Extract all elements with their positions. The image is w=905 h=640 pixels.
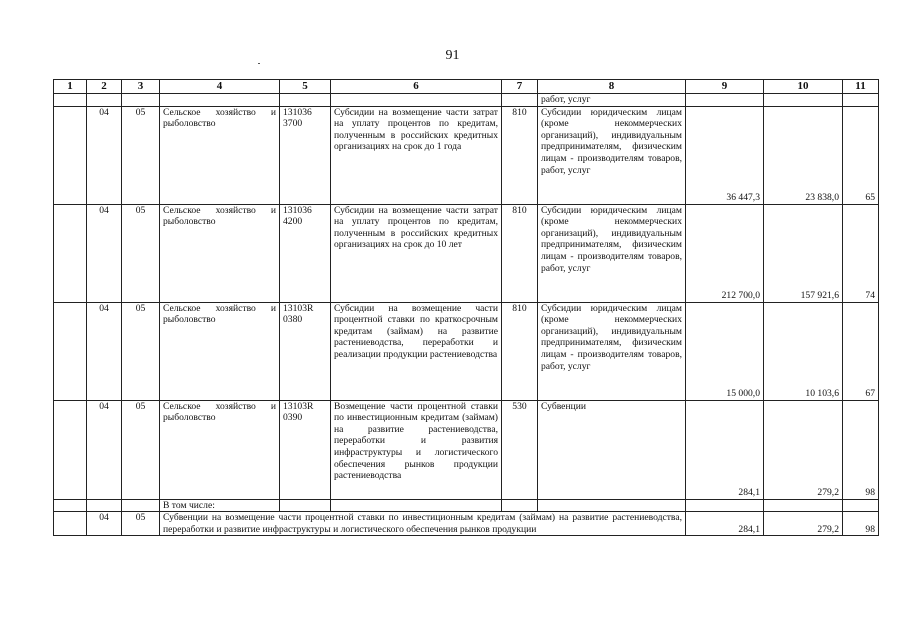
expense-type-name: Субвенции (538, 400, 686, 499)
table-row (54, 400, 879, 499)
expense-type-code: 810 (502, 302, 538, 400)
executed-amount: 279,2 (764, 400, 843, 499)
col-header-5: 5 (280, 80, 331, 94)
expense-type-name: Субсидии юридическим лицам (кроме некоммерческих организаций), индивидуальным предпринимателям, физическим лицам - производителям товаров, работ, услуг (538, 302, 686, 400)
expense-description: Субсидии на возмещение части процентной ставки по краткосрочным кредитам (займам) на развитие растениеводства, переработки и реализации продукции растениеводства (331, 302, 502, 400)
section-code: 04 (87, 204, 122, 302)
col-header-10: 10 (764, 80, 843, 94)
execution-percent: 67 (843, 302, 879, 400)
column-number-row (54, 80, 879, 94)
scan-speck (258, 63, 260, 64)
subheader-label: В том числе: (160, 499, 280, 512)
section-name: Сельское хозяйство и рыболовство (160, 204, 280, 302)
subsection-code: 05 (122, 400, 160, 499)
detail-description: Субвенции на возмещение части процентной ставки по инвестиционным кредитам (займам) на развитие растениеводства, переработки и развитие инфраструктуры и логистического обеспечения рынков продукции (160, 512, 686, 536)
col-header-6: 6 (331, 80, 502, 94)
col-header-7: 7 (502, 80, 538, 94)
executed-amount: 279,2 (764, 512, 843, 536)
detail-row (54, 512, 879, 536)
executed-amount: 157 921,6 (764, 204, 843, 302)
section-code: 04 (87, 400, 122, 499)
section-name: Сельское хозяйство и рыболовство (160, 106, 280, 204)
planned-amount: 284,1 (686, 400, 764, 499)
expense-type-code: 810 (502, 204, 538, 302)
planned-amount: 15 000,0 (686, 302, 764, 400)
target-article-code: 131036 4200 (280, 204, 331, 302)
expense-type-code: 810 (502, 106, 538, 204)
col-header-11: 11 (843, 80, 879, 94)
table-row (54, 302, 879, 400)
section-code: 04 (87, 302, 122, 400)
carry-over-text: работ, услуг (538, 94, 686, 107)
section-code: 04 (87, 106, 122, 204)
col-header-8: 8 (538, 80, 686, 94)
execution-percent: 98 (843, 400, 879, 499)
budget-table (53, 79, 879, 536)
planned-amount: 36 447,3 (686, 106, 764, 204)
carry-over-row (54, 94, 879, 107)
subsection-code: 05 (122, 512, 160, 536)
subsection-code: 05 (122, 204, 160, 302)
subsection-code: 05 (122, 302, 160, 400)
table-row (54, 106, 879, 204)
target-article-code: 131036 3700 (280, 106, 331, 204)
executed-amount: 23 838,0 (764, 106, 843, 204)
page-number: 91 (445, 48, 460, 63)
expense-description: Возмещение части процентной ставки по инвестиционным кредитам (займам) на развитие растениеводства, переработки и развития инфраструктуры и логистического обеспечения рынков продукции растениеводства (331, 400, 502, 499)
executed-amount: 10 103,6 (764, 302, 843, 400)
section-code: 04 (87, 512, 122, 536)
col-header-9: 9 (686, 80, 764, 94)
col-header-1: 1 (54, 80, 87, 94)
expense-type-name: Субсидии юридическим лицам (кроме некоммерческих организаций), индивидуальным предпринимателям, физическим лицам - производителям товаров, работ, услуг (538, 204, 686, 302)
col-header-2: 2 (87, 80, 122, 94)
table-row (54, 204, 879, 302)
subheader-row (54, 499, 879, 512)
execution-percent: 98 (843, 512, 879, 536)
col-header-4: 4 (160, 80, 280, 94)
execution-percent: 74 (843, 204, 879, 302)
section-name: Сельское хозяйство и рыболовство (160, 302, 280, 400)
section-name: Сельское хозяйство и рыболовство (160, 400, 280, 499)
execution-percent: 65 (843, 106, 879, 204)
expense-description: Субсидии на возмещение части затрат на уплату процентов по кредитам, полученным в российских кредитных организациях на срок до 1 года (331, 106, 502, 204)
expense-type-name: Субсидии юридическим лицам (кроме некоммерческих организаций), индивидуальным предпринимателям, физическим лицам - производителям товаров, работ, услуг (538, 106, 686, 204)
planned-amount: 284,1 (686, 512, 764, 536)
planned-amount: 212 700,0 (686, 204, 764, 302)
target-article-code: 13103R 0380 (280, 302, 331, 400)
target-article-code: 13103R 0390 (280, 400, 331, 499)
expense-type-code: 530 (502, 400, 538, 499)
expense-description: Субсидии на возмещение части затрат на уплату процентов по кредитам, полученным в российских кредитных организациях на срок до 10 лет (331, 204, 502, 302)
col-header-3: 3 (122, 80, 160, 94)
subsection-code: 05 (122, 106, 160, 204)
